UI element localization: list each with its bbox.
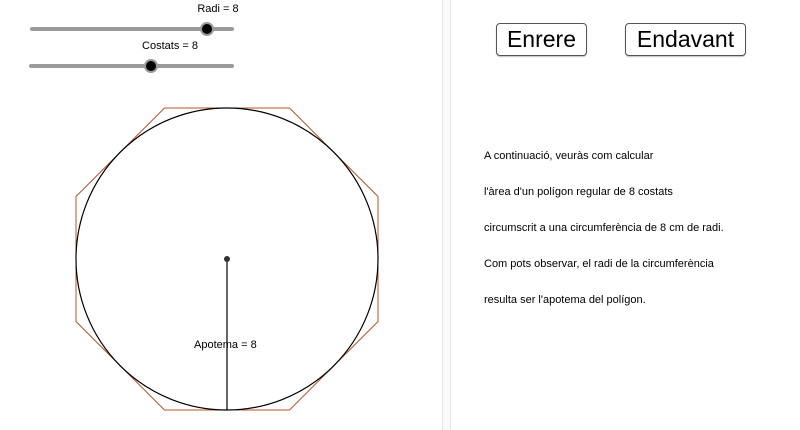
radi-slider-label: Radi = 8 [197, 3, 239, 15]
center-point[interactable] [224, 256, 230, 262]
forward-button[interactable]: Endavant [625, 23, 746, 56]
explanation-line-1: A continuació, veuràs com calcular [484, 150, 654, 162]
text-panel [451, 0, 800, 430]
apothem-label: Apotema = 8 [194, 339, 257, 351]
explanation-line-2: l'àrea d'un polígon regular de 8 costats [484, 186, 673, 198]
explanation-line-3: circumscrit a una circumferència de 8 cm de radi. [484, 222, 724, 234]
explanation-line-4: Com pots observar, el radi de la circumferència [484, 258, 714, 270]
costats-slider-label: Costats = 8 [142, 40, 198, 52]
back-button[interactable]: Enrere [496, 23, 587, 56]
explanation-line-5: resulta ser l'apotema del polígon. [484, 294, 646, 306]
pane-divider[interactable] [442, 0, 451, 430]
